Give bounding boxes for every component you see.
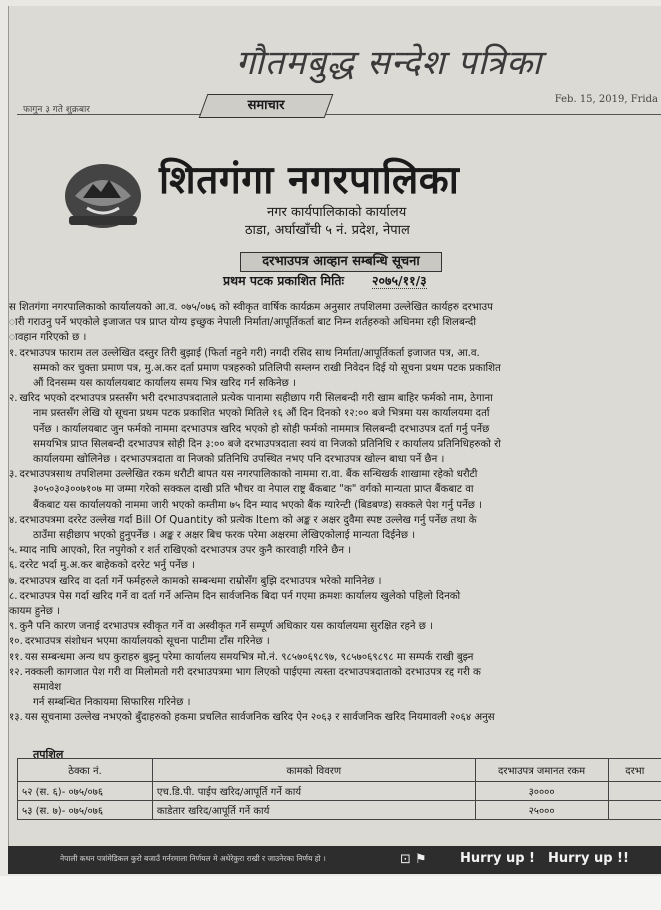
nepal-emblem-icon bbox=[61, 156, 145, 232]
publish-line bbox=[223, 272, 427, 289]
footer-ad-bar bbox=[8, 846, 661, 874]
clause-8 bbox=[9, 589, 661, 619]
clause-line: ठाउँमा सहीछाप भएको हुनुपर्नेछ । अङ्क र अक्षर बिच फरक परेमा अक्षरमा लेखिएकोलाई मान्यता दिईनेछ । bbox=[33, 530, 416, 542]
col-header: कामको विवरण bbox=[152, 759, 475, 782]
hurry-up-text: Hurry up ! bbox=[460, 851, 535, 866]
clause-number: १०. bbox=[9, 636, 23, 648]
intro-paragraph bbox=[9, 300, 661, 346]
publish-date: २०७५/११/३ bbox=[372, 273, 427, 288]
clause-4 bbox=[9, 513, 661, 543]
table-cell: ५३ (स. ७)- ०७५/०७६ bbox=[18, 801, 153, 820]
table-cell: एच.डि.पी. पाईप खरिद/आपूर्ति गर्ने कार्य bbox=[152, 782, 475, 801]
clause-number: ८. bbox=[9, 590, 18, 602]
clause-line: दरभाउपत्र संशोधन भएमा कार्यालयको सूचना पाटीमा टाँस गरिनेछ । bbox=[24, 636, 270, 648]
clause-number: ५. bbox=[9, 545, 18, 557]
clause-line: दरभाउपत्र पेस गर्दा खरिद गर्ने वा दर्ता गर्ने अन्तिम दिन सार्वजनिक बिदा पर्न गएमा क्रमशः कार्यालय खुलेको पहिलो दिनको bbox=[19, 590, 461, 602]
table-cell bbox=[608, 801, 661, 820]
clause-line: ३०५०३०३००७१०७ मा जम्मा गरेको सक्कल दाखी प्रति भौचर वा नेपाल राष्ट्र बैंकबाट "क" वर्गको मान्यता प्राप्त बैंकबाट वा bbox=[33, 484, 474, 496]
clause-number: ६. bbox=[9, 560, 18, 572]
clause-number: ९. bbox=[9, 621, 18, 633]
clause-10 bbox=[9, 634, 661, 649]
table-cell: ५२ (स. ६)- ०७५/०७६ bbox=[18, 782, 153, 801]
publish-label: प्रथम पटक प्रकाशित मितिः bbox=[223, 273, 345, 288]
clause-line: नक्कली कागजात पेश गरी वा मिलोमतो गरी दरभाउपत्रमा भाग लिएको पाईएमा त्यस्ता दरभाउपत्रदाताको दरभाउपत्र रद्द गरी क bbox=[24, 666, 481, 678]
intro-line: स शितगंगा नगरपालिकाको कार्यालयको आ.व. ०७५/०७६ को स्वीकृत वार्षिक कार्यक्रम अनुसार तपशिलमा उल्लेखित कार्यहरु दरभाउप bbox=[9, 302, 493, 313]
table-cell bbox=[608, 782, 661, 801]
notice-body bbox=[9, 300, 661, 726]
table-row bbox=[18, 801, 661, 820]
date-left: फागुन ३ गते शुक्रबार bbox=[23, 105, 90, 115]
clause-line: दरभाउपत्रसाथ तपशिलमा उल्लेखित रकम धरौटी बापत यस नगरपालिकाको नाममा रा.वा. बैंक सन्धिखर्क शाखामा रहेको धरौटी bbox=[19, 469, 478, 481]
office-address: ठाडा, अर्घाखाँची ५ नं. प्रदेश, नेपाल bbox=[245, 223, 410, 238]
section-tag bbox=[199, 94, 334, 118]
clause-number: १. bbox=[9, 347, 18, 359]
clause-line: पर्नेछ । कार्यालयबाट जुन फर्मको नाममा दरभाउपत्र खरिद भएको हो सोही फर्मको नाममात्र सिलबन्दी दरभाउपत्र दर्ता गर्नु पर्नेछ bbox=[33, 423, 490, 435]
footer-icons: ⊡ ⚑ bbox=[400, 852, 427, 867]
col-header: दरभाउपत्र जमानत रकम bbox=[475, 759, 608, 782]
newspaper-page bbox=[8, 6, 661, 874]
clause-13 bbox=[9, 710, 661, 725]
clause-line: औं दिनसम्म यस कार्यालयबाट कार्यालय समय भित्र खरिद गर्न सकिनेछ । bbox=[33, 378, 296, 390]
clause-line: यस सूचनामा उल्लेख नभएको बुँदाहरुको हकमा प्रचलित सार्वजनिक खरिद ऐन २०६३ र सार्वजनिक खरिद नियमावली २०६४ अनुस bbox=[24, 712, 495, 724]
col-header: दरभा bbox=[608, 759, 661, 782]
date-right: Feb. 15, 2019, Frida bbox=[554, 94, 658, 105]
clause-line: कुनै पनि कारण जनाई दरभाउपत्र स्वीकृत गर्ने वा अस्वीकृत गर्ने सम्पूर्ण अधिकार यस कार्यालयमा सुरक्षित रहने छ । bbox=[19, 621, 434, 633]
footer-text: नेपाली कथन पत्रांमेडिकल कुरो बजाउँ गर्नरमाला निर्णयल मे अथेरेकुरा राखी र जाउनेरका निर्णय हो । bbox=[60, 854, 326, 863]
clause-9 bbox=[9, 619, 661, 634]
hurry-up-text: Hurry up !! bbox=[548, 851, 629, 866]
clause-line: दरभाउपत्र खरिद वा दर्ता गर्ने फर्महरुले कामको सम्बन्धमा राम्रोसँग बुझि दरभाउपत्र भरेको मानिनेछ । bbox=[19, 575, 382, 587]
table-label: तपशिल bbox=[33, 748, 64, 761]
table-cell: काडेतार खरिद/आपूर्ति गर्ने कार्य bbox=[152, 801, 475, 820]
date-strip bbox=[17, 88, 661, 115]
clause-line: समयभित्र प्राप्त सिलबन्दी दरभाउपत्र सोही दिन ३:०० बजे दरभाउपत्रदाता स्वयं वा निजको प्रतिनिधि र कार्यालय प्रतिनिधिहरुको रो bbox=[33, 438, 501, 450]
clause-5 bbox=[9, 543, 661, 558]
table-cell: २५००० bbox=[475, 801, 608, 820]
clause-number: २. bbox=[9, 393, 18, 405]
bottom-margin bbox=[0, 876, 661, 910]
clause-number: ११. bbox=[9, 651, 23, 663]
clause-1 bbox=[9, 346, 661, 392]
clause-3 bbox=[9, 467, 661, 513]
table-header-row bbox=[18, 759, 661, 782]
clause-line: बैंकबाट यस कार्यालयको नाममा जारी भएको कम्तीमा ७५ दिन म्याद भएको बैंक ग्यारेन्टी (बिडबण्ड) सक्कले पेश गर्नु पर्नेछ । bbox=[33, 499, 482, 511]
clause-11 bbox=[9, 650, 661, 665]
intro-line: ारी गराउनु पर्ने भएकोले इजाजत पत्र प्राप्त योग्य इच्छुक नेपाली निर्माता/आपूर्तिकर्ता बाट निम्न शर्तहरुको अधिनमा रही शिलबन्दी bbox=[9, 317, 476, 329]
intro-line: ावहान गरिएको छ । bbox=[9, 332, 87, 344]
col-header: ठेक्का नं. bbox=[18, 759, 153, 782]
notice-title: दरभाउपत्र आव्हान सम्बन्धि सूचना bbox=[240, 252, 442, 272]
masthead: गौतमबुद्ध सन्देश पत्रिका bbox=[235, 43, 543, 83]
clause-line: यस सम्बन्धमा अन्य थप कुराहरु बुझ्नु परेमा कार्यालय समयभित्र मो.नं. ९८५७०६९८९७, ९८५७०६९८९८ मा सम्पर्क राखी बुझ्न bbox=[24, 651, 474, 663]
clause-number: ७. bbox=[9, 575, 18, 587]
office-name: शितगंगा नगरपालिका bbox=[159, 158, 460, 203]
section-label: समाचार bbox=[247, 98, 285, 113]
tender-table bbox=[17, 758, 661, 820]
clause-number: १३. bbox=[9, 712, 23, 724]
clause-line: दररेट भर्दा मु.अ.कर बाहेकको दररेट भर्नु पर्नेछ । bbox=[19, 560, 195, 572]
clause-12 bbox=[9, 665, 661, 711]
clause-line: खरिद भएको दरभाउपत्र प्रस्तसँग भरी दरभाउपत्रदाताले प्रत्येक पानामा सहीछाप गरी सिलबन्दी गरी खाम बाहिर फर्मको नाम, ठेगाना bbox=[19, 393, 493, 405]
table-row bbox=[18, 782, 661, 801]
clause-line: दरभाउपत्रमा दररेट उल्लेख गर्दा Bill Of Quantity को प्रत्येक Item को अङ्क र अक्षर दुवैमा स्पष्ट उल्लेख गर्नु पर्नेछ तथा के bbox=[19, 514, 477, 526]
clause-line: कायम हुनेछ । bbox=[9, 606, 61, 618]
table-cell: ३०००० bbox=[475, 782, 608, 801]
clause-line: नाम प्रस्तसँग लेखि यो सूचना प्रथम पटक प्रकाशित भएको मितिले १६ औं दिन दिनको १२:०० बजे भित्रमा यस कार्यालयमा दर्ता bbox=[33, 408, 490, 420]
clause-line: गर्न सम्बन्धित निकायमा सिफारिस गरिनेछ । bbox=[33, 697, 191, 709]
clause-line: समावेश bbox=[33, 682, 62, 694]
clause-line: सम्मको कर चुक्ता प्रमाण पत्र, मु.अ.कर दर्ता प्रमाण पत्रहरुको प्रतिलिपी सम्लग्न राखी निवेदन दिई यो सूचना प्रथम पटक प्रकाशित bbox=[33, 362, 501, 374]
clause-line: कार्यालयमा खोलिनेछ । दरभाउपत्रदाता वा निजको प्रतिनिधि उपस्थित नभए पनि दरभाउपत्र खोल्न बाधा पर्ने छैन । bbox=[33, 454, 445, 466]
clause-7 bbox=[9, 574, 661, 589]
clause-number: ३. bbox=[9, 469, 18, 481]
clause-2 bbox=[9, 391, 661, 467]
clause-number: ४. bbox=[9, 514, 18, 526]
clause-6 bbox=[9, 558, 661, 573]
office-subtitle: नगर कार्यपालिकाको कार्यालय bbox=[267, 205, 407, 220]
clause-line: दरभाउपत्र फाराम तल उल्लेखित दस्तुर तिरी बुझाई (फिर्ता नहुने गरी) नगदी रसिद साथ निर्माता/आपूर्तिकर्ता इजाजत पत्र, आ.व. bbox=[19, 347, 480, 359]
clause-line: म्याद नाघि आएको, रित नपुगेको र शर्त राखिएको दरभाउपत्र उपर कुनै कारवाही गरिने छैन । bbox=[19, 545, 352, 557]
clause-number: १२. bbox=[9, 666, 23, 678]
